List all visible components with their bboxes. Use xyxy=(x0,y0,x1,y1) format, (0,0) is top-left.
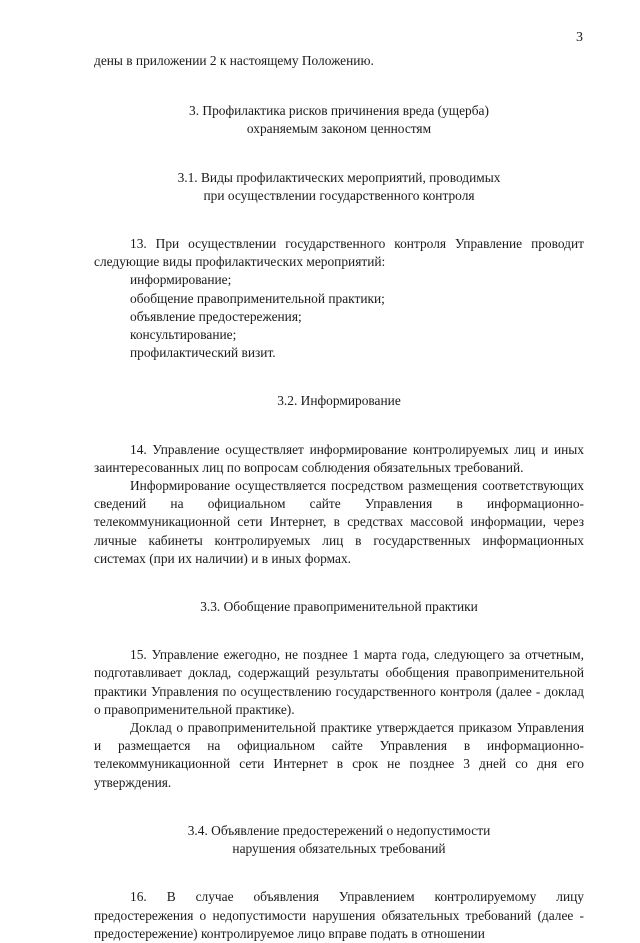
intro-line: дены в приложении 2 к настоящему Положению. xyxy=(94,53,374,68)
section-3-4-title-line-1: 3.4. Объявление предостережений о недопустимости xyxy=(187,822,491,838)
list-item: профилактический визит. xyxy=(130,345,276,361)
list-item: информирование; xyxy=(130,272,232,288)
paragraph-15: 15. Управление ежегодно, не позднее 1 марта года, следующего за отчетным, подготавливает доклад, содержащий результаты обобщения правоприменительной практики Управления по осуществлению государственного контроля (далее - доклад о правоприменительной практике). xyxy=(94,647,584,717)
section-3-4-title-line-2: нарушения обязательных требований xyxy=(232,841,446,857)
section-3-title-line-2: охраняемым законом ценностям xyxy=(246,121,432,137)
section-3-3-title: 3.3. Обобщение правоприменительной практики xyxy=(200,599,478,615)
prevention-measures-list xyxy=(94,271,584,362)
paragraph-14-continued: Информирование осуществляется посредством размещения соответствующих сведений на официальном сайте Управления в информационно-телекоммуникационной сети Интернет, в средствах массовой информации, через личные кабинеты контролируемых лиц в государственных информационных системах (при их наличии) и в иных формах. xyxy=(94,478,584,566)
paragraph-14: 14. Управление осуществляет информирование контролируемых лиц и иных заинтересованных лиц по вопросам соблюдения обязательных требований. xyxy=(94,441,584,475)
document-body xyxy=(94,52,584,943)
section-3-1-title-line-2: при осуществлении государственного контроля xyxy=(203,187,475,203)
paragraph-13: 13. При осуществлении государственного контроля Управление проводит следующие виды профилактических мероприятий: xyxy=(94,236,584,270)
paragraph-16: 16. В случае объявления Управлением контролируемому лицу предостережения о недопустимости нарушения обязательных требований (далее - предостережение) контролируемое лицо вправе подать в отношении xyxy=(94,889,584,941)
section-3-1-title-line-1: 3.1. Виды профилактических мероприятий, проводимых xyxy=(177,169,501,185)
list-item: консультирование; xyxy=(130,327,237,343)
list-item: объявление предостережения; xyxy=(130,308,302,324)
page-number: 3 xyxy=(576,30,583,45)
list-item: обобщение правоприменительной практики; xyxy=(130,290,385,306)
section-3-2-title: 3.2. Информирование xyxy=(277,393,401,409)
section-3-title-line-1: 3. Профилактика рисков причинения вреда (ущерба) xyxy=(189,103,489,119)
paragraph-15-continued: Доклад о правоприменительной практике утверждается приказом Управления и размещается на официальном сайте Управления в информационно-телекоммуникационной сети Интернет в срок не позднее 3 дней со дня его утверждения. xyxy=(94,720,584,790)
